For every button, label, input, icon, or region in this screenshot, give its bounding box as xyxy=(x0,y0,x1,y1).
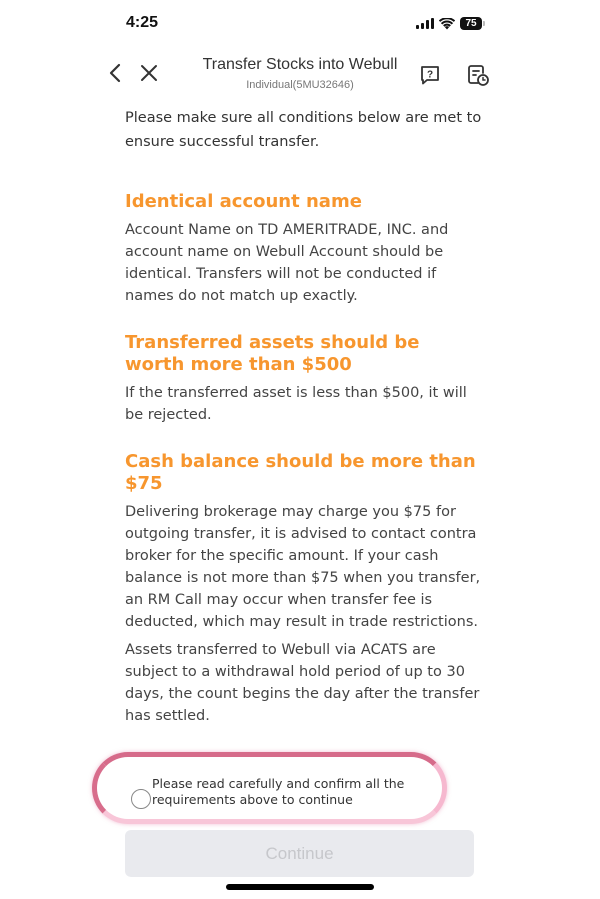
nav-header xyxy=(0,50,600,98)
close-icon xyxy=(140,64,158,82)
chevron-left-icon xyxy=(108,63,122,83)
help-chat-icon xyxy=(419,64,441,86)
back-button[interactable] xyxy=(102,60,128,86)
section-title: Cash balance should be more than $75 xyxy=(125,451,476,494)
continue-button[interactable]: Continue xyxy=(125,830,474,877)
requirement-section xyxy=(125,332,485,426)
status-bar xyxy=(0,0,600,50)
svg-text:?: ? xyxy=(426,69,434,81)
confirm-radio-button[interactable] xyxy=(131,789,151,809)
home-indicator xyxy=(226,884,374,890)
battery-level: 75 xyxy=(460,17,482,30)
account-subtitle: Individual(5MU32646) xyxy=(246,79,354,91)
section-body: If the transferred asset is less than $500, it will be rejected. xyxy=(125,385,467,423)
intro-text: Please make sure all conditions below are met to ensure successful transfer. xyxy=(125,110,482,150)
section-body: Account Name on TD AMERITRADE, INC. and account name on Webull Account should be identical. Transfers will not be conducted if names do not match up exactly. xyxy=(125,222,449,304)
history-record-icon xyxy=(466,63,490,87)
confirm-label[interactable]: Please read carefully and confirm all the requirements above to continue xyxy=(152,776,405,807)
status-time: 4:25 xyxy=(126,14,159,31)
battery-icon xyxy=(460,17,485,30)
close-button[interactable] xyxy=(136,60,162,86)
requirement-section xyxy=(125,191,485,307)
help-button[interactable] xyxy=(416,62,444,88)
status-icons xyxy=(416,17,485,30)
page-title: Transfer Stocks into Webull xyxy=(202,56,398,73)
history-button[interactable] xyxy=(464,61,492,89)
hold-period-note: Assets transferred to Webull via ACATS are subject to a withdrawal hold period of up to 30 days, the count begins the day after the transfer has settled. xyxy=(125,642,480,724)
requirements-content xyxy=(125,106,485,727)
requirement-section xyxy=(125,451,485,727)
section-title: Transferred assets should be worth more than $500 xyxy=(125,332,420,375)
section-body: Delivering brokerage may charge you $75 for outgoing transfer, it is advised to contact contra broker for the specific amount. If your cash balance is not more than $75 when you transfer, an RM Call may occur when transfer fee is deducted, which may result in trade restrictions. xyxy=(125,504,481,630)
section-title: Identical account name xyxy=(125,191,362,212)
cellular-signal-icon xyxy=(416,18,434,29)
wifi-icon xyxy=(439,18,455,30)
